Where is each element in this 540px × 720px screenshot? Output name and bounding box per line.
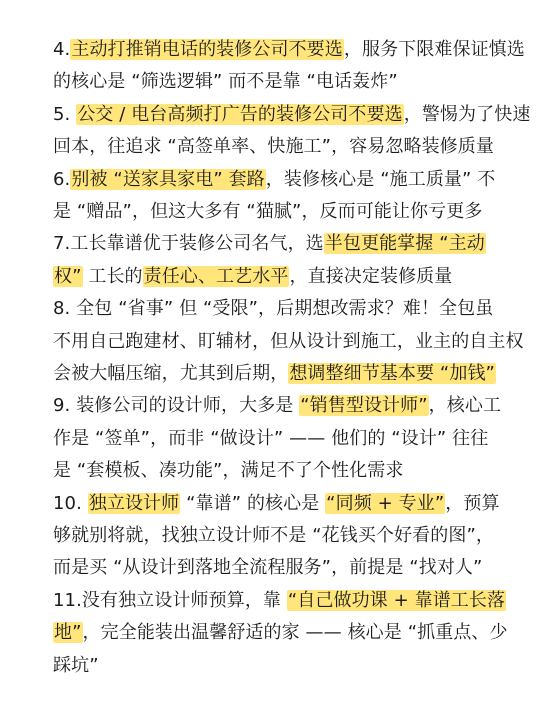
highlighted-text: 主动打推销电话的装修公司不要选 <box>71 39 343 60</box>
body-text: ，警惕为了快速 <box>403 103 531 125</box>
tip-9-line-1 <box>53 390 501 422</box>
tip-6-line-1 <box>53 164 495 196</box>
tip-5-line-2 <box>53 131 494 163</box>
body-text: ，核心工 <box>428 395 502 417</box>
tip-7-line-2 <box>53 261 452 293</box>
body-text: 4. <box>53 39 71 60</box>
body-text: ，装修核心是 “施工质量” 不 <box>265 168 496 190</box>
highlighted-text: 权” <box>54 265 82 287</box>
highlighted-text: 责任心、工艺水平 <box>143 265 289 287</box>
body-text: ，完全能装出温馨舒适的家 —— 核心是 “抓重点、少 <box>82 622 508 644</box>
tip-4-line-2 <box>53 66 398 98</box>
body-text: 5. <box>53 103 77 125</box>
highlighted-text: 别被 “送家具家电” 套路 <box>71 168 265 190</box>
body-text: 10. <box>53 492 88 514</box>
tip-4-line-1 <box>53 34 525 66</box>
body-text: 8. 全包 “省事” 但 “受限”，后期想改需求？难！全包虽 <box>53 298 494 320</box>
highlighted-text: 独立设计师 <box>88 492 180 514</box>
tip-9-line-2 <box>53 423 488 455</box>
tip-8-line-2 <box>53 326 524 358</box>
body-text: “靠谱” 的核心是 <box>180 492 326 514</box>
tip-11-line-2 <box>53 617 508 649</box>
body-text: 踩坑” <box>53 654 99 676</box>
tip-8-line-1 <box>53 293 493 325</box>
body-text: 6. <box>53 168 71 190</box>
highlighted-text: “销售型设计师” <box>300 395 428 417</box>
tip-5-line-1 <box>53 99 530 131</box>
tip-10-line-3 <box>53 552 482 584</box>
tip-8-line-3 <box>53 358 496 390</box>
body-text: 的核心是 “筛选逻辑” 而不是靠 “电话轰炸” <box>53 71 398 93</box>
tip-11-line-3 <box>53 650 99 682</box>
tip-7-line-1 <box>53 228 486 260</box>
tip-11-line-1 <box>53 585 506 617</box>
body-text: 11.没有独立设计师预算，靠 <box>53 589 287 611</box>
body-text: 7.工长靠谱优于装修公司名气，选 <box>53 233 324 255</box>
body-text: 是 “套模板、凑功能”，满足不了个性化需求 <box>53 460 404 482</box>
tip-9-line-3 <box>53 455 403 487</box>
highlighted-text: 半包更能掌握 “主动 <box>324 233 485 255</box>
body-text: ，服务下限难保证慎选 <box>343 39 525 60</box>
body-text: 是 “赠品”，但这大多有 “猫腻”，反而可能让你亏更多 <box>53 201 483 222</box>
body-text: 回本，往追求 “高签单率、快施工”，容易忽略装修质量 <box>53 136 494 158</box>
body-text: 9. 装修公司的设计师，大多是 <box>53 395 300 417</box>
body-text: ，直接决定装修质量 <box>289 265 453 287</box>
body-text: 而是买 “从设计到落地全流程服务”，前提是 “找对人” <box>53 557 483 579</box>
body-text: 作是 “签单”，而非 “做设计” —— 他们的 “设计” 往往 <box>53 427 489 449</box>
highlighted-text: 想调整细节基本要 “加钱” <box>289 363 495 384</box>
highlighted-text: “同频 + 专业” <box>326 492 445 514</box>
tip-6-line-2 <box>53 196 482 228</box>
body-text: 不用自己跑建材、盯辅材，但从设计到施工，业主的自主权 <box>53 330 524 352</box>
body-text: 工长的 <box>82 265 143 287</box>
highlighted-text: “自己做功课 + 靠谱工长落 <box>287 589 506 611</box>
body-text: ，预算 <box>445 492 500 514</box>
highlighted-text: 地” <box>54 622 82 644</box>
body-text: 够就别将就，找独立设计师不是 “花钱买个好看的图”， <box>53 525 494 546</box>
tip-10-line-2 <box>53 520 494 552</box>
tip-10-line-1 <box>53 488 500 520</box>
body-text: 会被大幅压缩，尤其到后期， <box>53 363 289 384</box>
highlighted-text: 公交 / 电台高频打广告的装修公司不要选 <box>77 103 403 125</box>
